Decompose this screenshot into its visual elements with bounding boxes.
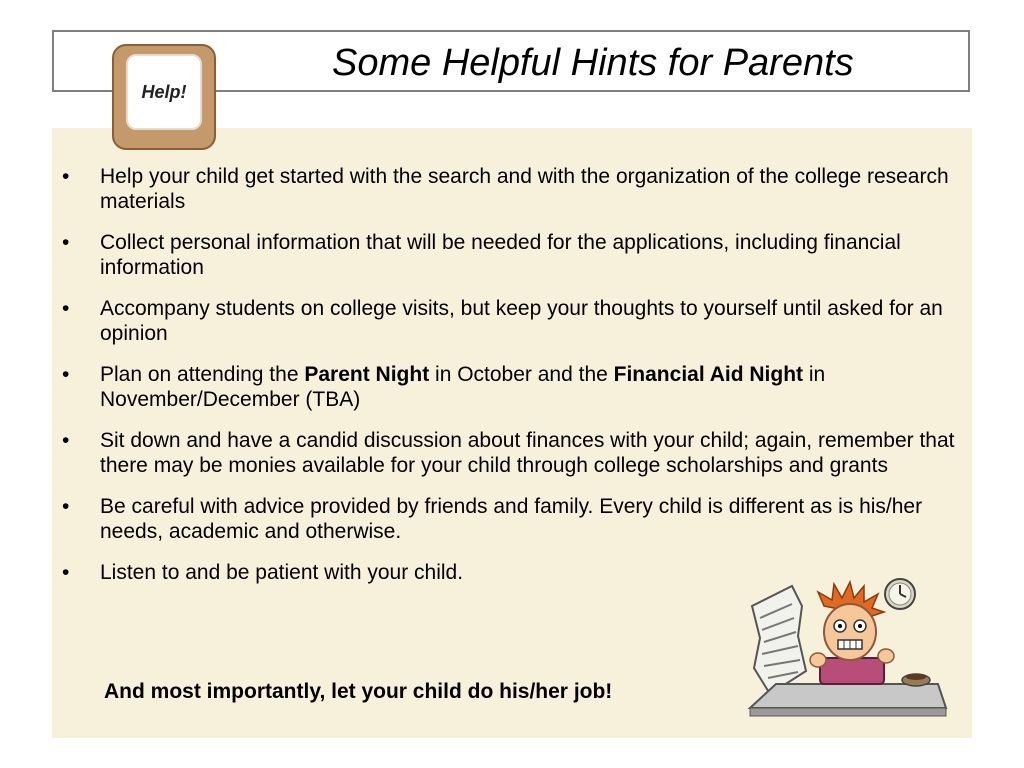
content-panel <box>52 128 972 738</box>
help-key-icon <box>112 44 216 150</box>
bullet-icon: • <box>62 561 70 584</box>
help-key-label: Help! <box>141 81 187 102</box>
list-item: • Plan on attending the Parent Night in October and the Financial Aid Night in November/December (TBA) <box>62 363 826 411</box>
bullet-icon: • <box>62 429 70 452</box>
list-item: • Be careful with advice provided by friends and family. Every child is different as is his/her needs, academic and otherwise. <box>62 495 923 543</box>
list-item: • Help your child get started with the search and with the organization of the college research materials <box>62 165 949 213</box>
bullet-icon: • <box>62 297 70 320</box>
stressed-student-clipart-icon <box>740 576 948 722</box>
financial-aid-night-emphasis: Financial Aid Night <box>613 363 804 386</box>
slide-title: Some Helpful Hints for Parents <box>332 42 854 84</box>
hints-list <box>52 164 972 601</box>
bullet-icon: • <box>62 165 70 188</box>
list-item: • Listen to and be patient with your child. <box>62 561 464 584</box>
desk-icon <box>750 684 946 716</box>
list-item: • Accompany students on college visits, but keep your thoughts to yourself until asked for an opinion <box>62 297 943 345</box>
list-item: • Collect personal information that will be needed for the applications, including financial information <box>62 231 901 279</box>
help-key-face <box>126 54 202 130</box>
bullet-icon: • <box>62 363 70 386</box>
bullet-icon: • <box>62 495 70 518</box>
coffee-cup-icon <box>902 674 930 686</box>
parent-night-emphasis: Parent Night <box>304 363 430 386</box>
closing-statement: And most importantly, let your child do his/her job! <box>104 680 613 703</box>
clock-icon <box>885 579 915 609</box>
student-icon <box>810 582 894 684</box>
list-item: • Sit down and have a candid discussion about finances with your child; again, remember that there may be monies available for your child through college scholarships and grants <box>62 429 955 477</box>
bullet-icon: • <box>62 231 70 254</box>
paper-stack-icon <box>752 586 806 694</box>
